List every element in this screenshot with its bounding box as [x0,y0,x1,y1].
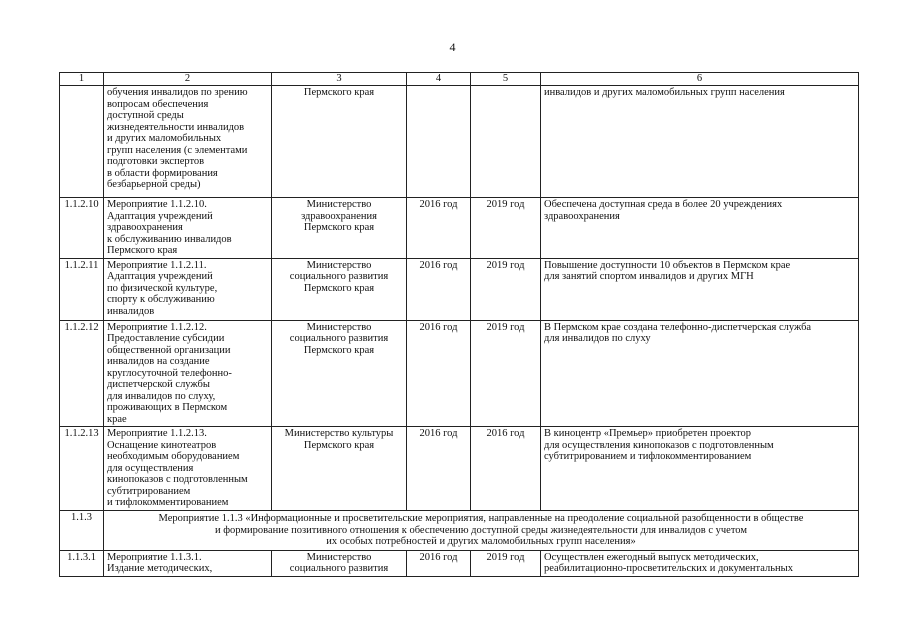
executor-cell [272,550,407,576]
start-year: 2016 год [407,550,471,576]
executor-cell-line: здравоохранения [301,210,377,222]
row-number: 1.1.2.12 [60,320,104,427]
result-cell-line: Повышение доступности 10 объектов в Пермском крае [544,259,791,271]
end-year: 2019 год [471,198,541,259]
start-year [407,86,471,198]
event-cell [104,198,272,259]
result-cell-line: В Пермском крае создана телефонно-диспетчерская служба [544,321,812,333]
executor-cell-line: Министерство культуры [284,428,394,439]
event-cell-line: спорту к обслуживанию [107,294,215,305]
event-cell-line: Оснащение кинотеатров [107,439,217,451]
executor-cell-line: социального развития [289,563,389,574]
result-cell-line: здравоохранения [544,210,620,222]
event-cell [104,320,272,427]
result-cell [541,550,859,576]
event-cell-line: вопросам обеспечения [107,98,209,110]
result-cell [541,198,859,259]
event-cell-line: инвалидов [107,305,155,317]
start-year: 2016 год [407,258,471,320]
event-cell-line: Мероприятие 1.1.2.13. [107,428,207,439]
page-number: 4 [449,40,456,54]
executor-cell [272,320,407,427]
row-number: 1.1.2.11 [60,258,104,320]
result-cell [541,258,859,320]
event-cell-line: Мероприятие 1.1.2.12. [107,321,207,333]
result-cell [541,427,859,511]
event-cell-line: безбарьерной среды) [107,179,201,190]
event-cell-line: подготовки экспертов [107,156,205,167]
end-year: 2016 год [471,427,541,511]
row-number: 1.1.2.10 [60,198,104,259]
event-cell-line: проживающих в Пермском [107,402,228,413]
executor-cell-line: Министерство [306,321,372,333]
event-cell-line: Издание методических, [107,563,213,574]
executor-cell-line: Пермского края [303,282,375,294]
result-cell-line: В киноцентр «Премьер» приобретен проектор [544,428,751,439]
header-cell: 4 [407,73,471,86]
executor-cell-line: Министерство [306,199,372,210]
table-row [60,320,859,427]
event-cell-line: доступной среды [107,110,184,121]
header-row [60,73,859,86]
result-cell-line: реабилитационно-просветительских и документальных [544,563,793,574]
event-cell-line: диспетчерской службы [107,379,210,390]
merged-event-cell-line: Мероприятие 1.1.3 «Информационные и просветительские мероприятия, направленные на преодоление социальной разобщенности в обществе [158,513,804,524]
event-cell-line: крае [107,413,127,425]
measures-table [59,72,859,577]
result-cell [541,86,859,198]
end-year [471,86,541,198]
table-row [60,258,859,320]
event-cell-line: в области формирования [107,167,218,179]
row-number: 1.1.3.1 [60,550,104,576]
event-cell [104,427,272,511]
result-cell-line: для инвалидов по слуху [544,333,651,344]
event-cell-line: Предоставление субсидии [107,333,225,344]
table-body [60,86,859,577]
event-cell-line: инвалидов на создание [107,356,210,367]
event-cell-line: необходимым оборудованием [107,451,240,462]
event-cell-line: Мероприятие 1.1.3.1. [107,551,202,563]
header-cell: 5 [471,73,541,86]
table-row [60,198,859,259]
merged-event-cell-line: и формирование позитивного отношения к обеспечению доступной среды жизнедеятельности для инвалидов с учетом [215,524,747,536]
executor-cell-line: Пермского края [303,87,375,98]
result-cell-line: субтитрированием и тифлокомментированием [544,451,752,462]
event-cell-line: и тифлокомментированием [107,497,229,508]
result-cell-line: Осуществлен ежегодный выпуск методических, [544,551,759,563]
row-number [60,86,104,198]
event-cell-line: групп населения (с элементами [107,144,248,156]
executor-cell-line: Министерство [306,551,372,563]
event-cell-line: субтитрированием [107,485,191,497]
executor-cell [272,198,407,259]
event-cell-line: для инвалидов по слуху, [107,390,216,402]
result-cell-line: для занятий спортом инвалидов и других МГН [544,271,754,282]
event-cell-line: Мероприятие 1.1.2.10. [107,199,207,210]
start-year: 2016 год [407,198,471,259]
header-cell: 1 [60,73,104,86]
executor-cell-line: социального развития [289,271,389,282]
end-year: 2019 год [471,550,541,576]
header-cell: 3 [272,73,407,86]
table-row [60,427,859,511]
result-cell-line: Обеспечена доступная среда в более 20 учреждениях [544,199,783,210]
table-row [60,550,859,576]
event-cell-line: общественной организации [107,344,231,356]
merged-row [60,511,859,551]
event-cell-line: Мероприятие 1.1.2.11. [107,259,207,271]
event-cell-line: здравоохранения [107,222,183,233]
executor-cell-line: Пермского края [303,344,375,356]
row-number: 1.1.2.13 [60,427,104,511]
event-cell-line: по физической культуре, [107,282,218,294]
executor-cell-line: Пермского края [303,222,375,233]
result-cell-line: инвалидов и других маломобильных групп населения [544,87,785,98]
table-row [60,86,859,198]
merged-event-cell [104,511,859,551]
event-cell-line: круглосуточной телефонно- [107,367,232,379]
result-cell [541,320,859,427]
row-number: 1.1.3 [60,511,104,551]
end-year: 2019 год [471,258,541,320]
header-cell: 2 [104,73,272,86]
end-year: 2019 год [471,320,541,427]
executor-cell-line: Пермского края [303,439,375,451]
executor-cell [272,427,407,511]
merged-event-cell-line: их особых потребностей и других маломобильных групп населения» [326,536,636,547]
event-cell-line: кинопоказов с подготовленным [107,474,248,485]
event-cell-line: Адаптация учреждений [107,271,213,282]
executor-cell-line: социального развития [289,333,389,344]
result-cell-line: для осуществления кинопоказов с подготовленным [544,439,774,451]
event-cell-line: и других маломобильных [107,133,222,144]
header-cell: 6 [541,73,859,86]
event-cell-line: жизнедеятельности инвалидов [107,121,245,133]
event-cell-line: для осуществления [107,462,194,474]
event-cell [104,550,272,576]
executor-cell [272,86,407,198]
event-cell-line: обучения инвалидов по зрению [107,87,248,98]
executor-cell [272,258,407,320]
event-cell-line: Адаптация учреждений [107,210,213,222]
event-cell [104,258,272,320]
event-cell-line: к обслуживанию инвалидов [107,233,232,245]
start-year: 2016 год [407,320,471,427]
event-cell [104,86,272,198]
event-cell-line: Пермского края [107,245,178,256]
executor-cell-line: Министерство [306,259,372,271]
start-year: 2016 год [407,427,471,511]
